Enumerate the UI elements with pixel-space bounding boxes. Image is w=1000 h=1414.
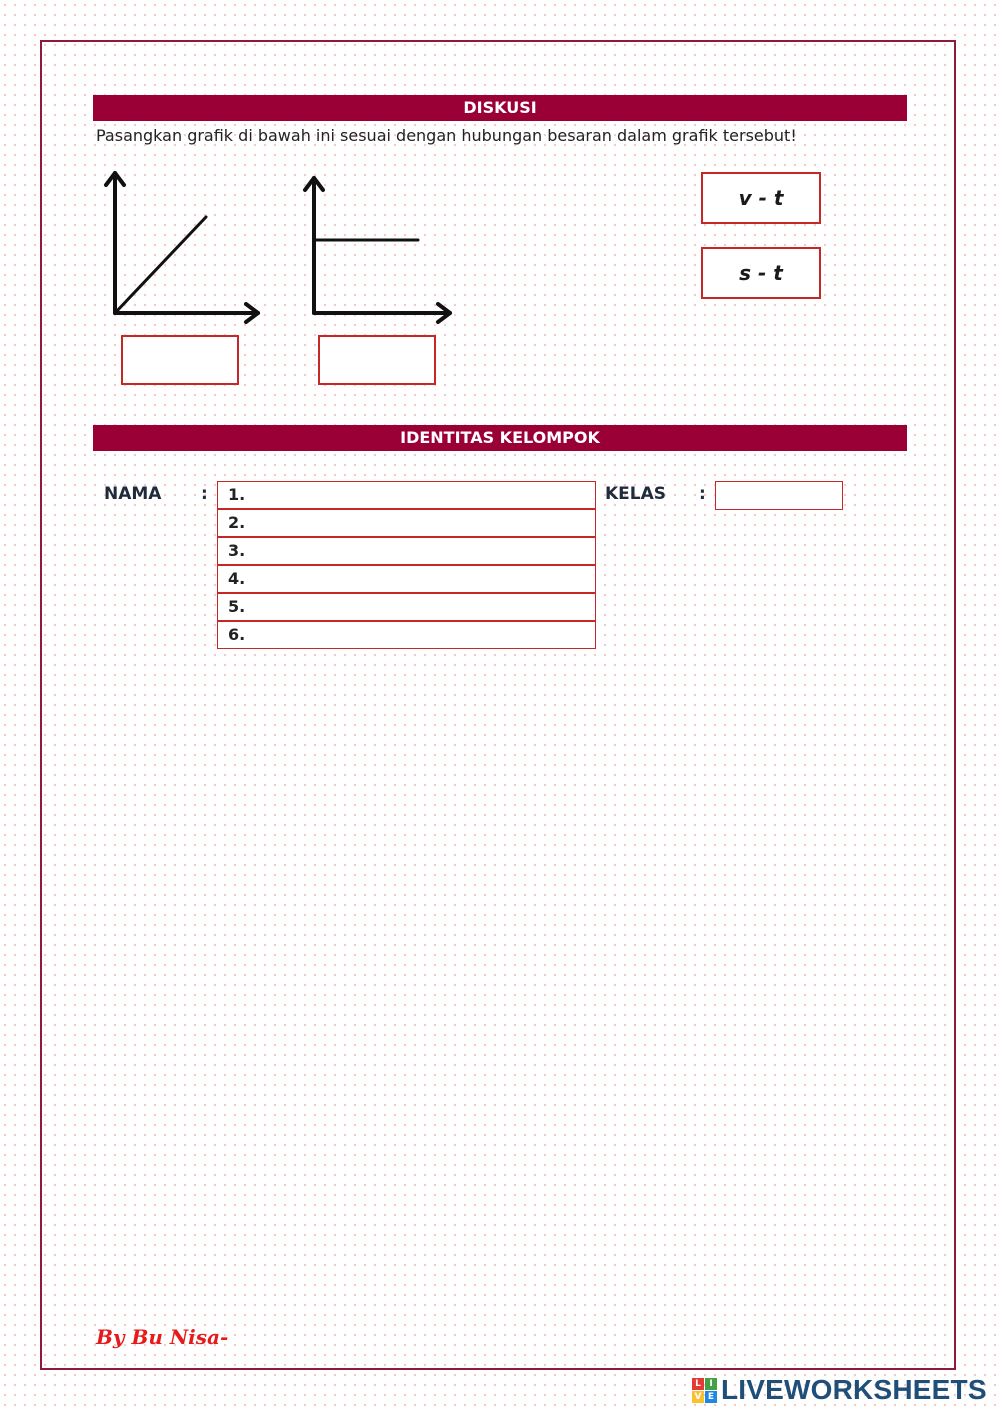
name-field-5[interactable]: 5. <box>217 593 596 621</box>
class-colon: : <box>699 484 706 504</box>
name-field-3[interactable]: 3. <box>217 537 596 565</box>
class-label: KELAS <box>605 484 667 504</box>
liveworksheets-logo-icon <box>692 1378 717 1403</box>
class-input[interactable] <box>715 481 843 510</box>
section-title-discussion: DISKUSI <box>93 95 907 121</box>
linear-increasing-graph <box>100 165 270 325</box>
answer-box-graph-2[interactable] <box>318 335 436 385</box>
constant-graph <box>300 170 460 325</box>
name-field-1[interactable]: 1. <box>217 481 596 509</box>
brand-name: LIVEWORKSHEETS <box>721 1374 987 1405</box>
option-s-t[interactable]: s - t <box>701 247 821 299</box>
option-v-t[interactable]: v - t <box>701 172 821 224</box>
name-label: NAMA <box>104 484 162 504</box>
logo-letter-i: I <box>705 1378 717 1390</box>
name-colon: : <box>201 484 208 504</box>
instruction-text: Pasangkan grafik di bawah ini sesuai dengan hubungan besaran dalam grafik tersebut! <box>96 126 797 145</box>
liveworksheets-brand[interactable] <box>692 1373 987 1407</box>
graph-line <box>115 217 206 313</box>
logo-letter-l: L <box>692 1378 704 1390</box>
section-title-identity: IDENTITAS KELOMPOK <box>93 425 907 451</box>
name-field-6[interactable]: 6. <box>217 621 596 649</box>
name-field-4[interactable]: 4. <box>217 565 596 593</box>
author-signature: By Bu Nisa- <box>96 1325 229 1349</box>
answer-box-graph-1[interactable] <box>121 335 239 385</box>
logo-letter-v: V <box>692 1391 704 1403</box>
name-field-2[interactable]: 2. <box>217 509 596 537</box>
logo-letter-e: E <box>705 1391 717 1403</box>
